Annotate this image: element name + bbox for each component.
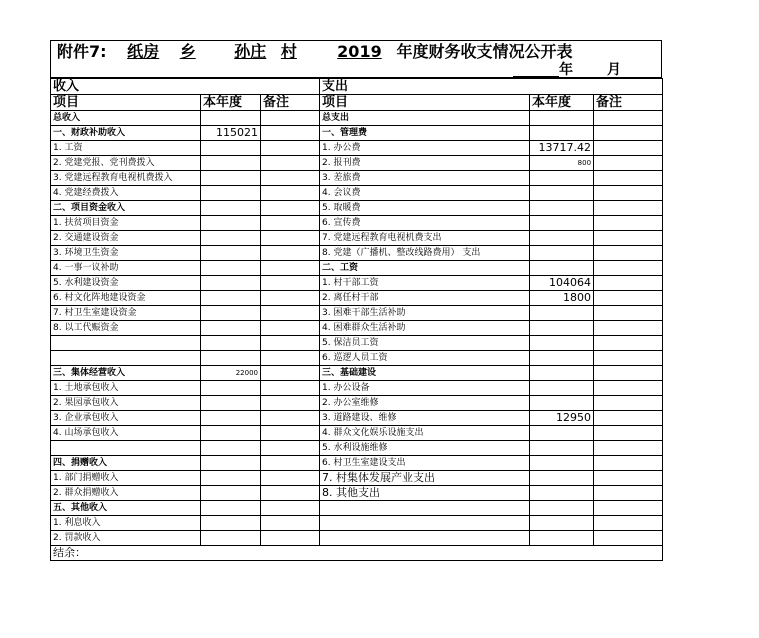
table-row: [51, 126, 663, 141]
expense-amount: [530, 501, 594, 516]
income-amount: [201, 156, 261, 171]
income-amount: [201, 456, 261, 471]
expense-item: [320, 516, 530, 531]
income-remark: [261, 396, 320, 411]
total-income-amount: [201, 111, 261, 126]
income-remark: [261, 156, 320, 171]
expense-amount: [530, 426, 594, 441]
table-row: [51, 276, 663, 291]
table-row: [51, 291, 663, 306]
income-item: 1. 利息收入: [51, 516, 201, 531]
expense-remark: [594, 426, 663, 441]
expense-amount: [530, 366, 594, 381]
income-item: 2. 罚款收入: [51, 531, 201, 546]
income-amount: [201, 231, 261, 246]
income-item: 2. 交通建设资金: [51, 231, 201, 246]
expense-remark: [594, 201, 663, 216]
expense-item: 3. 差旅费: [320, 171, 530, 186]
township-suffix: 乡: [179, 42, 196, 61]
total-expense-remark: [594, 111, 663, 126]
income-remark-header: 备注: [261, 95, 320, 111]
expense-item: 三、基础建设: [320, 366, 530, 381]
table-row: [51, 216, 663, 231]
expense-amount: [530, 321, 594, 336]
title-year: 2019: [337, 42, 382, 61]
income-item: 2. 果园承包收入: [51, 396, 201, 411]
table-row: [51, 366, 663, 381]
expense-remark: [594, 186, 663, 201]
expense-amount: [530, 306, 594, 321]
expense-amount: 800: [530, 156, 594, 171]
income-amount: [201, 351, 261, 366]
table-row: [51, 351, 663, 366]
income-item: [51, 441, 201, 456]
expense-remark: [594, 276, 663, 291]
income-amount: [201, 411, 261, 426]
date-year-label: 年: [559, 62, 573, 78]
table-row: [51, 156, 663, 171]
income-amount: [201, 426, 261, 441]
expense-item-header: 项目: [320, 95, 530, 111]
expense-amount: [530, 486, 594, 501]
expense-remark: [594, 486, 663, 501]
income-amount: [201, 171, 261, 186]
income-remark: [261, 456, 320, 471]
expense-item: 一、管理费: [320, 126, 530, 141]
expense-remark: [594, 171, 663, 186]
expense-item: [320, 531, 530, 546]
expense-item: 3. 困难干部生活补助: [320, 306, 530, 321]
income-remark: [261, 441, 320, 456]
income-amount: [201, 441, 261, 456]
income-remark: [261, 351, 320, 366]
income-remark: [261, 411, 320, 426]
table-row: [51, 171, 663, 186]
income-item: 4. 山场承包收入: [51, 426, 201, 441]
income-amount: [201, 246, 261, 261]
expense-amount: 104064: [530, 276, 594, 291]
income-item: 五、其他收入: [51, 501, 201, 516]
income-item: 8. 以工代赈资金: [51, 321, 201, 336]
income-remark: [261, 381, 320, 396]
income-item: 1. 部门捐赠收入: [51, 471, 201, 486]
expense-amount: [530, 216, 594, 231]
income-amount: [201, 471, 261, 486]
expense-item: 2. 办公室维修: [320, 396, 530, 411]
expense-amount: [530, 441, 594, 456]
table-row: [51, 186, 663, 201]
income-item: 一、财政补助收入: [51, 126, 201, 141]
income-remark: [261, 336, 320, 351]
expense-remark-header: 备注: [594, 95, 663, 111]
total-expense-amount: [530, 111, 594, 126]
expense-item: 4. 群众文化娱乐设施支出: [320, 426, 530, 441]
expense-item: 7. 党建远程教育电视机费支出: [320, 231, 530, 246]
table-row: [51, 456, 663, 471]
income-item: [51, 351, 201, 366]
income-remark: [261, 201, 320, 216]
table-row: [51, 246, 663, 261]
expense-remark: [594, 336, 663, 351]
expense-remark: [594, 306, 663, 321]
income-remark: [261, 531, 320, 546]
total-income-label: 总收入: [51, 111, 201, 126]
income-item: 四、捐赠收入: [51, 456, 201, 471]
expense-amount: [530, 171, 594, 186]
expense-amount: 12950: [530, 411, 594, 426]
expense-remark: [594, 531, 663, 546]
expense-amount-header: 本年度: [530, 95, 594, 111]
expense-item: 二、工资: [320, 261, 530, 276]
income-amount-header: 本年度: [201, 95, 261, 111]
expense-remark: [594, 516, 663, 531]
expense-amount: [530, 471, 594, 486]
income-amount: [201, 396, 261, 411]
expense-amount: [530, 126, 594, 141]
income-item: 1. 工资: [51, 141, 201, 156]
balance-row: [51, 546, 663, 561]
year-blank: [513, 63, 559, 77]
expense-item: 2. 离任村干部: [320, 291, 530, 306]
finance-table: [50, 78, 663, 561]
expense-amount: [530, 516, 594, 531]
expense-remark: [594, 381, 663, 396]
date-month-label: 月: [607, 62, 621, 78]
income-item-header: 项目: [51, 95, 201, 111]
expense-remark: [594, 441, 663, 456]
expense-amount: [530, 456, 594, 471]
table-row: [51, 471, 663, 486]
expense-remark: [594, 456, 663, 471]
income-amount: [201, 381, 261, 396]
income-amount: [201, 336, 261, 351]
table-row: [51, 261, 663, 276]
income-amount: 115021: [201, 126, 261, 141]
income-remark: [261, 186, 320, 201]
expense-item: 8. 党建（广播机、整改线路费用） 支出: [320, 246, 530, 261]
expense-remark: [594, 216, 663, 231]
income-remark: [261, 246, 320, 261]
expense-remark: [594, 126, 663, 141]
table-row: [51, 336, 663, 351]
total-income-remark: [261, 111, 320, 126]
income-amount: [201, 201, 261, 216]
table-row: [51, 426, 663, 441]
expense-amount: [530, 261, 594, 276]
expense-remark: [594, 261, 663, 276]
income-item: [51, 336, 201, 351]
expense-amount: [530, 201, 594, 216]
expense-amount: [530, 186, 594, 201]
expense-remark: [594, 351, 663, 366]
township-name: 纸房: [127, 42, 160, 61]
income-item: 3. 环境卫生资金: [51, 246, 201, 261]
expense-amount: [530, 231, 594, 246]
expense-amount: 13717.42: [530, 141, 594, 156]
expense-header: 支出: [320, 79, 663, 95]
expense-item: [320, 501, 530, 516]
expense-item: 2. 报刊费: [320, 156, 530, 171]
income-item: 2. 党建党报、党刊费拨入: [51, 156, 201, 171]
expense-remark: [594, 411, 663, 426]
income-remark: [261, 171, 320, 186]
expense-item: 1. 村干部工资: [320, 276, 530, 291]
expense-remark: [594, 321, 663, 336]
income-remark: [261, 126, 320, 141]
sheet-title: [50, 40, 662, 62]
table-row: [51, 381, 663, 396]
income-item: 3. 企业承包收入: [51, 411, 201, 426]
income-remark: [261, 141, 320, 156]
column-header-row: [51, 95, 663, 111]
finance-disclosure-sheet: [50, 40, 662, 561]
title-rest: 年度财务收支情况公开表: [396, 42, 573, 61]
date-line: [50, 62, 662, 78]
village-name: 孙庄: [234, 42, 267, 61]
table-row: [51, 201, 663, 216]
income-item: 4. 党建经费拨入: [51, 186, 201, 201]
table-row: [51, 411, 663, 426]
table-row: [51, 306, 663, 321]
income-remark: [261, 501, 320, 516]
expense-item: 6. 巡逻人员工资: [320, 351, 530, 366]
income-remark: [261, 276, 320, 291]
income-amount: [201, 321, 261, 336]
total-row: [51, 111, 663, 126]
income-remark: [261, 516, 320, 531]
table-row: [51, 441, 663, 456]
income-item: 三、集体经营收入: [51, 366, 201, 381]
expense-amount: 1800: [530, 291, 594, 306]
table-row: [51, 501, 663, 516]
expense-amount: [530, 336, 594, 351]
income-amount: [201, 306, 261, 321]
expense-item: 6. 村卫生室建设支出: [320, 456, 530, 471]
table-row: [51, 231, 663, 246]
income-amount: [201, 141, 261, 156]
income-remark: [261, 261, 320, 276]
income-item: 1. 扶贫项目资金: [51, 216, 201, 231]
income-item: 7. 村卫生室建设资金: [51, 306, 201, 321]
expense-remark: [594, 471, 663, 486]
income-amount: [201, 486, 261, 501]
expense-item: 8. 其他支出: [320, 486, 530, 501]
table-row: [51, 486, 663, 501]
expense-amount: [530, 246, 594, 261]
table-row: [51, 516, 663, 531]
income-remark: [261, 306, 320, 321]
expense-item: 1. 办公设备: [320, 381, 530, 396]
income-remark: [261, 231, 320, 246]
expense-remark: [594, 141, 663, 156]
section-header-row: [51, 79, 663, 95]
expense-item: 3. 道路建设、维修: [320, 411, 530, 426]
income-amount: [201, 216, 261, 231]
income-item: 4. 一事一议补助: [51, 261, 201, 276]
income-remark: [261, 486, 320, 501]
expense-remark: [594, 291, 663, 306]
income-remark: [261, 426, 320, 441]
village-suffix: 村: [280, 42, 297, 61]
income-item: 1. 土地承包收入: [51, 381, 201, 396]
total-expense-label: 总支出: [320, 111, 530, 126]
expense-item: 7. 村集体发展产业支出: [320, 471, 530, 486]
expense-remark: [594, 246, 663, 261]
income-item: 2. 群众捐赠收入: [51, 486, 201, 501]
expense-amount: [530, 351, 594, 366]
income-remark: [261, 216, 320, 231]
expense-item: 4. 会议费: [320, 186, 530, 201]
income-amount: [201, 186, 261, 201]
income-item: 二、项目资金收入: [51, 201, 201, 216]
income-item: 5. 水利建设资金: [51, 276, 201, 291]
income-amount: [201, 291, 261, 306]
balance-label: 结余：: [51, 546, 663, 561]
table-row: [51, 531, 663, 546]
expense-amount: [530, 396, 594, 411]
table-row: [51, 141, 663, 156]
income-amount: 22000: [201, 366, 261, 381]
income-amount: [201, 261, 261, 276]
income-header: 收入: [51, 79, 320, 95]
expense-remark: [594, 231, 663, 246]
income-remark: [261, 291, 320, 306]
table-row: [51, 321, 663, 336]
expense-item: 5. 取暖费: [320, 201, 530, 216]
income-remark: [261, 366, 320, 381]
expense-item: 5. 水利设施维修: [320, 441, 530, 456]
income-item: 6. 村文化阵地建设资金: [51, 291, 201, 306]
expense-item: 4. 困难群众生活补助: [320, 321, 530, 336]
expense-item: 6. 宣传费: [320, 216, 530, 231]
expense-remark: [594, 501, 663, 516]
income-amount: [201, 276, 261, 291]
expense-amount: [530, 381, 594, 396]
income-item: 3. 党建远程教育电视机费拨入: [51, 171, 201, 186]
table-row: [51, 396, 663, 411]
expense-amount: [530, 531, 594, 546]
income-remark: [261, 471, 320, 486]
expense-remark: [594, 396, 663, 411]
expense-remark: [594, 156, 663, 171]
expense-remark: [594, 366, 663, 381]
income-amount: [201, 501, 261, 516]
title-prefix: 附件7:: [57, 42, 107, 61]
expense-item: 5. 保洁员工资: [320, 336, 530, 351]
income-amount: [201, 531, 261, 546]
income-amount: [201, 516, 261, 531]
income-remark: [261, 321, 320, 336]
expense-item: 1. 办公费: [320, 141, 530, 156]
